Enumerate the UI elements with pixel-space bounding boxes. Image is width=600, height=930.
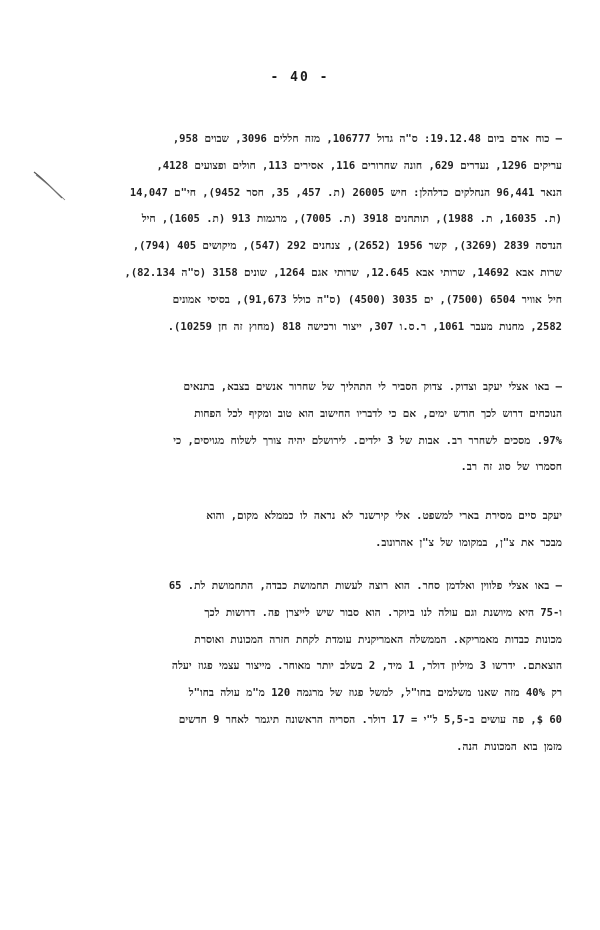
text-line: – באו אצלי פלווין ואלדמן סחר. הוא רוצה לעשות תחמושת כבדה, התחמושת לת. 65 [168, 580, 562, 592]
text-line: עריקים 1296, נעדרים 629, חונה שחרורים 116, אסירים 113, חולים ופצועים 4128, [156, 159, 562, 172]
text-line: 60 $, פה עושים ב-5,5 ל"י = 17 דולר. הסריה הראשונה תיגמר לאחר 9 חדשים [178, 713, 562, 726]
paragraph-trial [60, 503, 562, 557]
text-line: הנדסה 2839 (3269), קשר 1956 (2652), צנחנים 292 (547), מיקושים 405 (794), [132, 240, 562, 253]
text-line: יעקב סיים מסירת בארי למשפט. אלי קירשנר לא נראה לו כממלא מקום, והוא [206, 510, 562, 522]
page-number: - 40 - [270, 70, 330, 85]
text-line: רק 40% מזה שאנו משלמים בחו"ל, למשל פגוז של מרגמה 120 מ"מ עולה בחו"ל [188, 687, 562, 700]
paragraph-personnel-report [60, 126, 562, 340]
text-line: הנוכחים דרוש לכך חודש ימים, אם כי לדבריו החישוב הוא טוב ומקיף לכל הפחות [194, 407, 562, 420]
text-line: (ת. 16035, ת. 1988), תותחנים 3918 (ת. 7005), מרגמות 913 (ת. 1605), חיל [141, 213, 562, 226]
text-line: מזמן בוא המכונות הנה. [456, 740, 562, 753]
text-line: הנאר 96,441 הנחלקים כדלהלן: חיש 26005 (ת. 457, 35, חסר 9452), חי"ם 14,047 [129, 186, 562, 199]
text-line: 2582, מחנות מעבר 1061, ר.ס.ו 307, ייצור ורכישה 818 (מחוץ זה חן 10259). [167, 320, 562, 333]
text-line: – באו אצלי יעקב וצדוק. צדוק הסביר לי התהליך של שחרור אנשים בצבא, בתנאים [183, 381, 562, 393]
text-line: – כוח אדם ביום 19.12.48: ס"ה גדול 106777, מזה חללים 3096, שבוים 958, [172, 133, 562, 145]
paragraph-discharge [60, 374, 562, 481]
text-line: הוצאתם. ידרשו 3 מיליון דולר, 1 מיד, 2 בשלב יותר מאוחר. מייצור עצמי פגוז יעלה [171, 660, 562, 673]
text-line: שרות אבא 14692, שרותי אבא 12.645, שרותי אגם 1264, שונים 3158 (ס"ה 82.134), [124, 266, 562, 279]
text-line: חסמרו של סוג זה רב. [460, 461, 562, 474]
text-line: מבכר את צ"ן, במקומו של צ"ן אהרונוב. [375, 536, 562, 549]
text-line: חיל אוויר 6504 (7500), ים 3035 (4500) (ס"ה כולל 91,673), בסיסי אמונים [172, 293, 562, 306]
text-line: מכונות כבדות מאמריקא. הממשלה האמריקנית עומדת לקחת חזרה המכונות ואוסרת [194, 633, 562, 646]
text-line: 97%. מסכים לשחרר רב. אבות של 3 ילדים. לירושלם יהיה צורך לשלוח מגויסים, כי [173, 434, 562, 447]
text-line: ו-75 היא מיושנת וגם עולה לנו ביוקר. הוא סבור שיש לייצרן פה. דרושות לכך [204, 606, 562, 619]
paragraph-ammunition [60, 573, 562, 761]
